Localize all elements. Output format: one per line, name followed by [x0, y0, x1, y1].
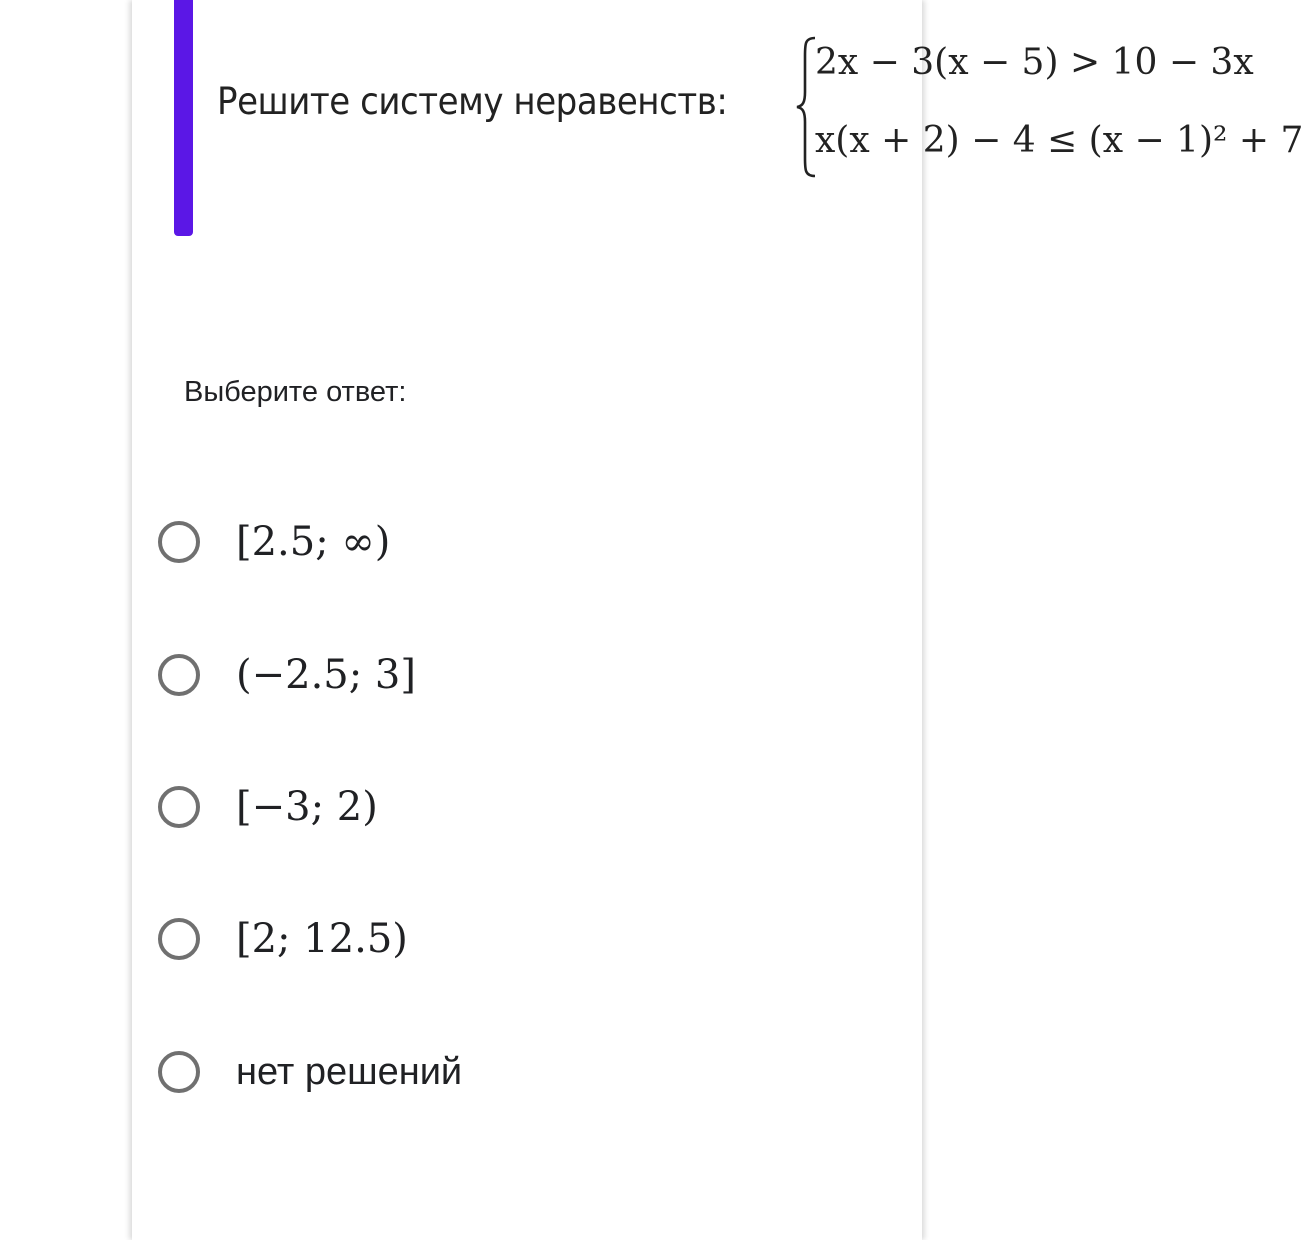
inequality-system	[795, 34, 1303, 184]
system-brace-icon	[795, 34, 817, 180]
question-prompt: Решите систему неравенств:	[217, 80, 728, 123]
answer-option-5[interactable]	[158, 1044, 462, 1100]
answer-option-label: [2; 12.5)	[236, 916, 408, 962]
question-header	[0, 0, 1303, 240]
answer-option-label: (−2.5; 3]	[236, 652, 416, 698]
question-accent-bar	[174, 0, 193, 236]
answer-option-4[interactable]	[158, 911, 408, 967]
system-line-2: x(x + 2) − 4 ≤ (x − 1)² + 7	[815, 120, 1303, 161]
answer-option-1[interactable]	[158, 514, 390, 570]
answer-option-2[interactable]	[158, 647, 416, 703]
answer-option-label: [2.5; ∞)	[236, 519, 391, 565]
radio-button-icon[interactable]	[158, 786, 200, 828]
system-line-1: 2x − 3(x − 5) > 10 − 3x	[815, 42, 1254, 83]
radio-button-icon[interactable]	[158, 918, 200, 960]
answer-option-label: [−3; 2)	[236, 784, 378, 830]
radio-button-icon[interactable]	[158, 521, 200, 563]
answer-option-3[interactable]	[158, 779, 378, 835]
choose-answer-label: Выберите ответ:	[184, 376, 407, 408]
answer-option-label: нет решений	[236, 1050, 463, 1093]
radio-button-icon[interactable]	[158, 654, 200, 696]
radio-button-icon[interactable]	[158, 1051, 200, 1093]
